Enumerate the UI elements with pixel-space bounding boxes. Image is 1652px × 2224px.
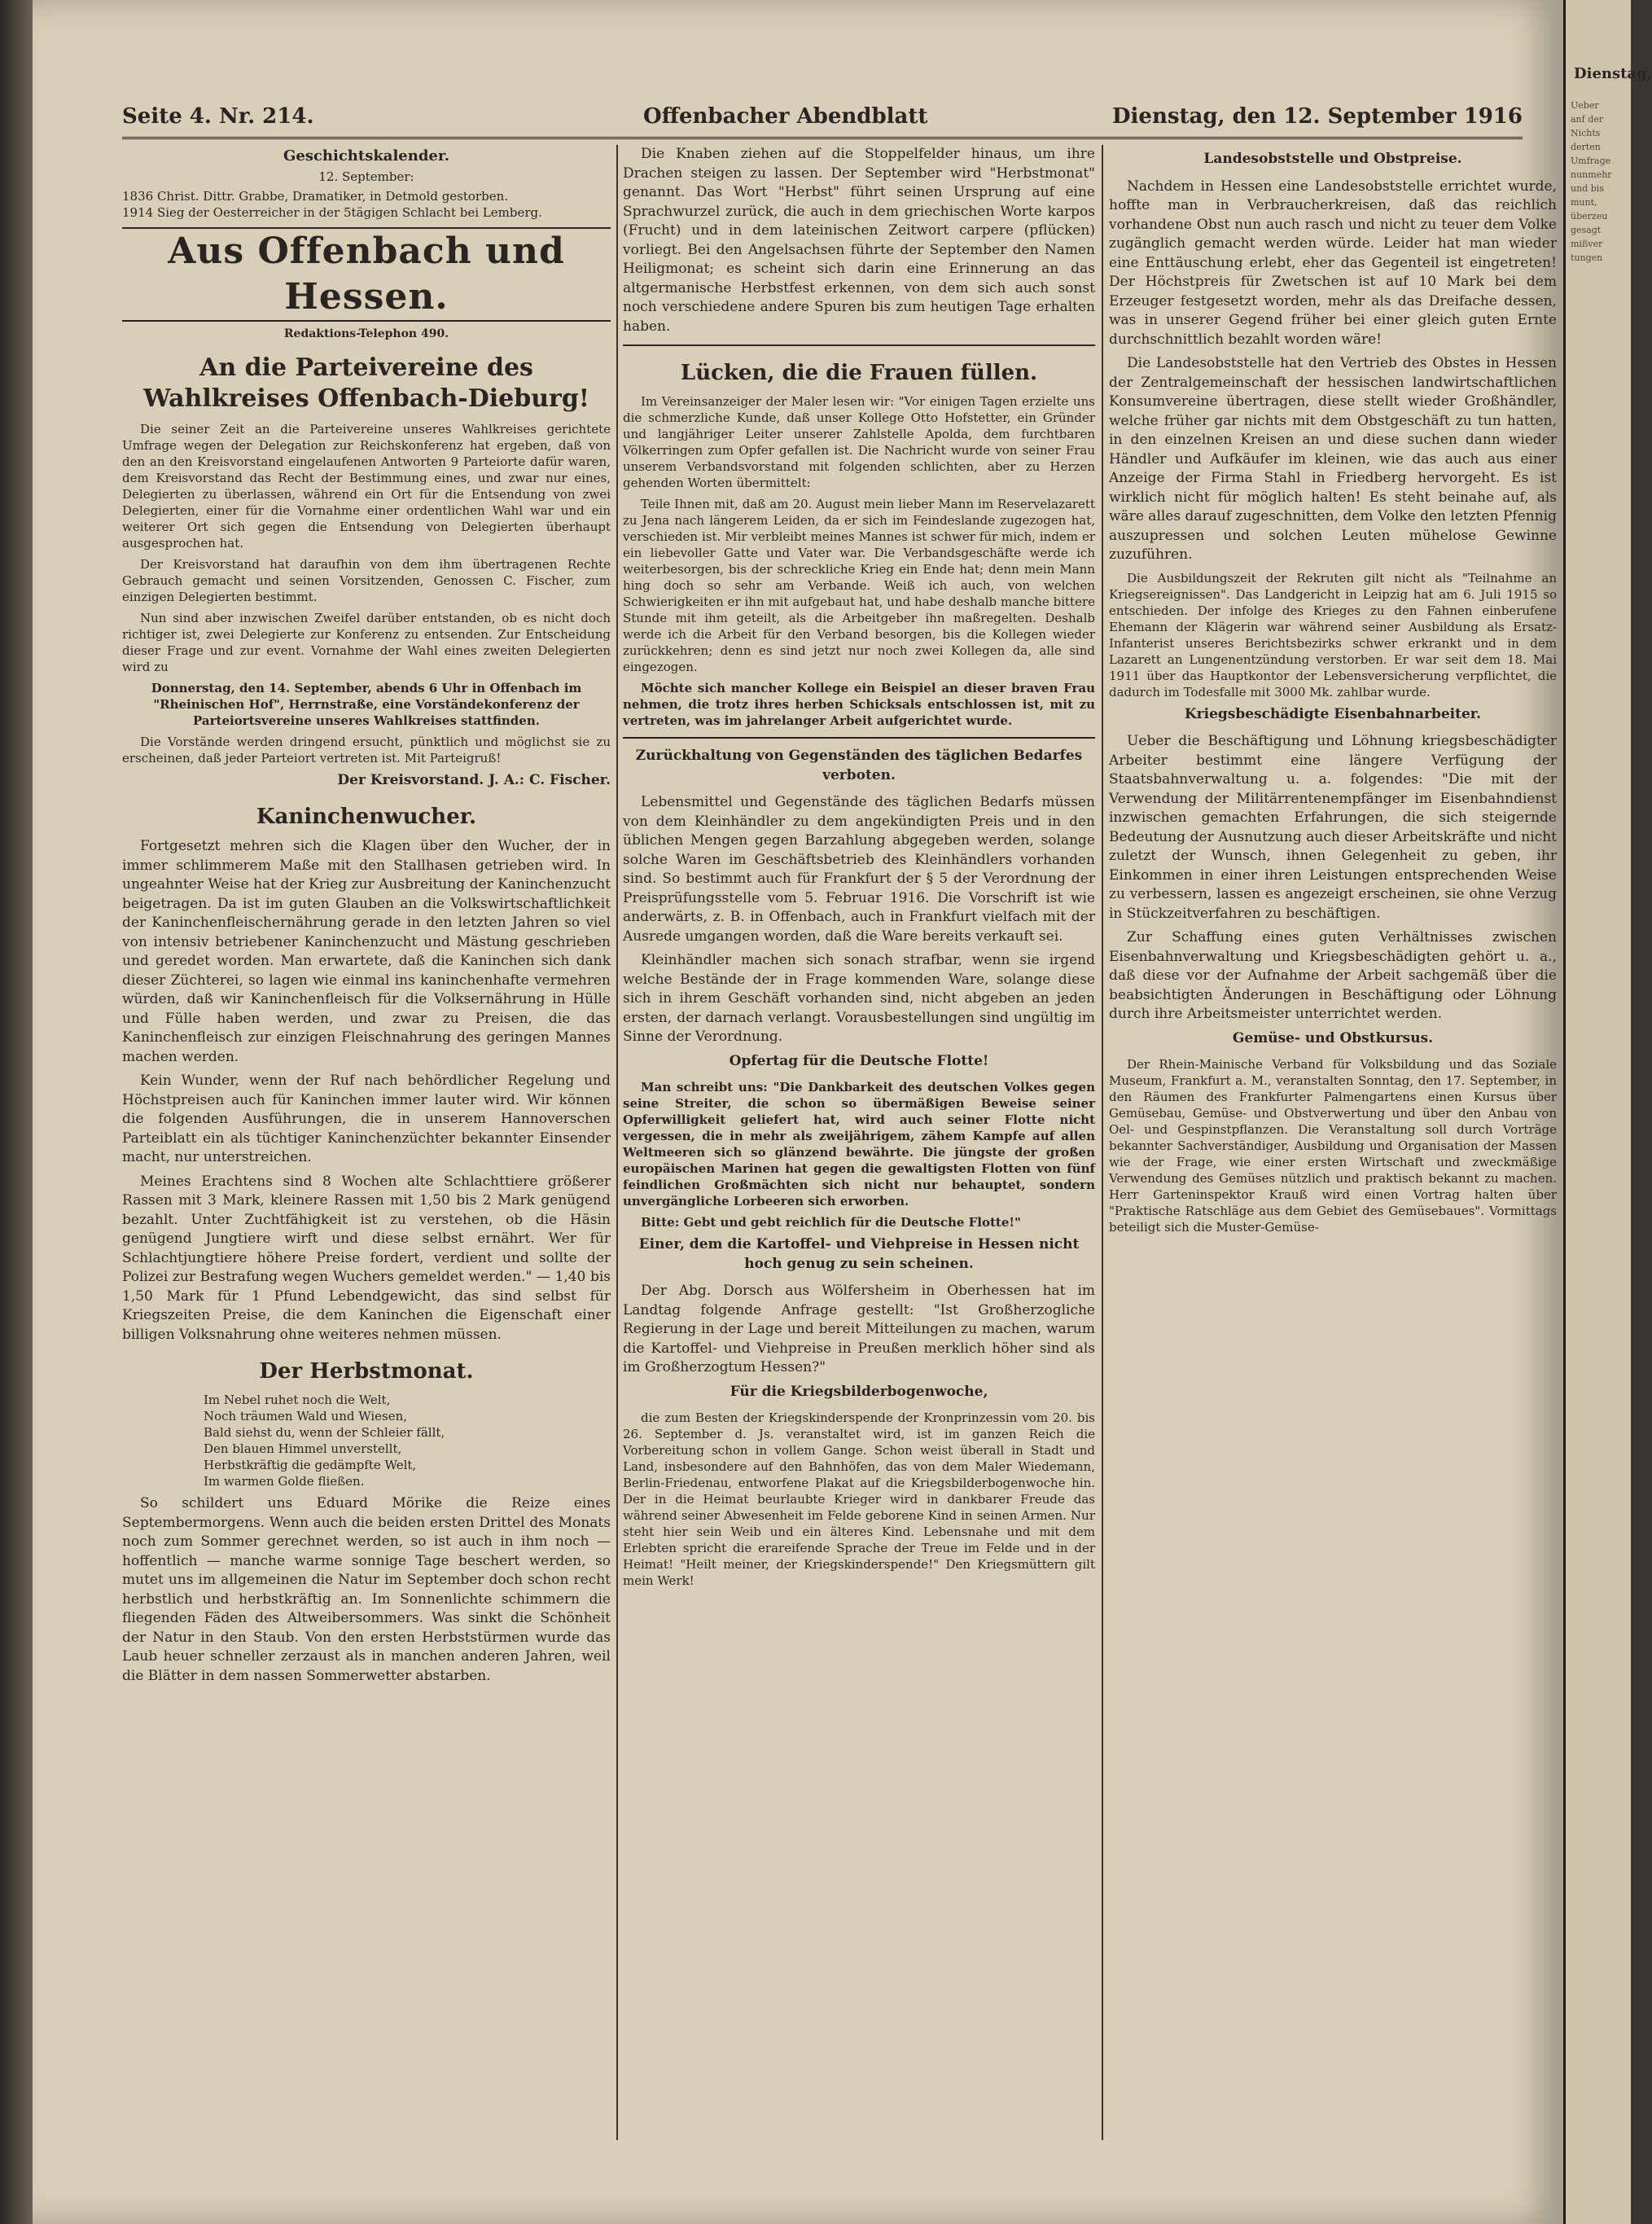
adjacent-page-edge [1563, 0, 1652, 2224]
adjacent-page-text: Ueber anf der Nichts derten Umfrage nunmehr und bis munt, überzeu gesagt mißver tungen [1571, 100, 1612, 263]
article-paragraph: Lebensmittel und Gegenstände des täglichen Bedarfs müssen von dem Kleinhändler zu dem angekündigten Preis und in den üblichen Mengen gegen Barzahlung abgegeben werden, solange solche Waren im Geschäftsbetrieb des Kleinhändlers vorhanden sind. So bestimmt auch für Frankfurt der § 5 der Verordnung der Preisprüfungsstelle vom 5. Februar 1916. Die Vorschrift ist wie anderwärts, z. B. in Offenbach, auch in Frankfurt vielfach mit der Ausrede umgangen worden, daß die Ware bereits verkauft sei. [623, 794, 1095, 945]
article-paragraph: Möchte sich mancher Kollege ein Beispiel an dieser braven Frau nehmen, die trotz ihres herben Schicksals entschlossen ist, mit zu vertreten, was im jahrelanger Arbeit aufgerichtet wurde. [623, 681, 1095, 728]
issue-date: Dienstag, den 12. September 1916 [1111, 104, 1523, 129]
article-title: An die Parteivereine des Wahlkreises Offenbach-Dieburg! [143, 353, 589, 413]
article-title: Landesobststelle und Obstpreise. [1203, 151, 1462, 167]
article-paragraph: Meines Erachtens sind 8 Wochen alte Schlachttiere größerer Rassen mit 3 Mark, kleinere Rassen mit 1,50 bis 2 Mark genügend bezahlt. Unter Zuchtfähigkeit ist zu verstehen, ob die Häsin genügend Jungtiere wirft und diese selbst ernährt. Wer für Schlachtjungtiere höhere Preise fordert, verdient und sollte der Polizei zur Bestrafung wegen Wuchers gemeldet werden." — 1,40 bis 1,50 Mark für 1 Pfund Lebendgewicht, das sind selbst für Kriegszeiten Preise, die dem Kaninchen die Eigenschaft einer billigen Volksnahrung ohne weiteres nehmen müssen. [122, 1173, 611, 1343]
adjacent-page-title: Dienstag, [1574, 65, 1652, 82]
article-paragraph: Kleinhändler machen sich sonach strafbar, wenn sie irgend welche Bestände der in Frage kommenden Ware, solange diese sich in ihrem Geschäft vorhanden sind, nicht abgeben an jeden ersten, der darnach verlangt. Vorausbestellungen sind ungültig im Sinne der Verordnung. [623, 952, 1095, 1045]
article-paragraph: Der Abg. Dorsch aus Wölfersheim in Oberhessen hat im Landtag folgende Anfrage gestellt: "Ist Großherzogliche Regierung in der Lage und bereit Mitteilungen zu machen, warum die Kartoffel- und Viehpreise in Preußen merklich höher sind als im Großherzogtum Hessen?" [623, 1283, 1095, 1375]
column-3 [1109, 145, 1557, 2181]
signature: Der Kreisvorstand. J. A.: C. Fischer. [337, 771, 611, 788]
article-paragraph: Der Kreisvorstand hat daraufhin von dem ihm übertragenen Rechte Gebrauch gemacht und seinen Vorsitzenden, Genossen C. Fischer, zum einzigen Delegierten bestimmt. [122, 556, 611, 604]
article-title: Lücken, die die Frauen füllen. [680, 361, 1038, 385]
poem: Im Nebel ruhet noch die Welt, Noch träumen Wald und Wiesen, Bald siehst du, wenn der Schleier fällt, Den blauen Himmel unverstellt, Herbstkräftig die gedämpfte Welt, Im warmen Golde fließen. [204, 1393, 445, 1489]
article-paragraph: Fortgesetzt mehren sich die Klagen über den Wucher, der in immer schlimmerem Maße mit den Stallhasen getrieben wird. In ungeahnter Weise hat der Krieg zur Ausbreitung der Kaninchenzucht beigetragen. Da ist im guten Glauben an die Volkswirtschaftlichkeit der Kaninchenfleischernährung gerade in den letzten Jahren so viel von intensiv betriebener Kaninchenzucht und Mästung geschrieben und geredet worden. Man erwartete, daß die Kaninchen sich dank dieser Züchterei, so lagen wie einmal ins kaninchenhafte vermehren würden, daß wir Kaninchenfleisch für die Volksernährung in Hülle und Fülle haben werden, und zwar zu Preisen, die das Kaninchenfleisch zur einzigen Fleischnahrung des geringen Mannes machen werden. [122, 838, 611, 1065]
article-paragraph: Die seiner Zeit an die Parteivereine unseres Wahlkreises gerichtete Umfrage wegen der Delegation zur Reichskonferenz hat ergeben, daß von den an den Kreisvorstand eingelaufenen Antworten 9 Parteiorte dafür waren, dem Kreisvorstand das Recht der Bestimmung eines, und zwar nur eines, Delegierten zu überlassen, während ein Ort für die Entsendung von zwei Delegierten, einer für die Vornahme einer ordentlichen Wahl war und ein weiterer Ort sich gegen die Entsendung von Delegierten überhaupt ausgesprochen hat. [122, 421, 611, 551]
page-number: Seite 4. Nr. 214. [122, 104, 314, 129]
divider [623, 737, 1095, 739]
column-rule [616, 145, 618, 2140]
article-title: Kriegsbeschädigte Eisenbahnarbeiter. [1184, 705, 1482, 722]
article-paragraph: Die Landesobststelle hat den Vertrieb des Obstes in Hessen der Zentralgemeinschaft der hessischen landwirtschaftlichen Konsumvereine übertragen, diese stellt wieder Großhändler, welche früher gar nichts mit dem Obstgeschäft zu tun hatten, in den einzelnen Kreisen an und diese suchen dann wieder Händler und Aufkäufer im kleinen, wie das auch aus einer Anzeige der Firma Stahl in Friedberg hervorgeht. Es ist wirklich nicht für möglich halten! Es steht beinahe auf, als wäre alles darauf zugeschnitten, dem Volke den letzten Pfennig auszupressen und solchen Leuten mühelose Gewinne zuzuführen. [1109, 355, 1557, 563]
article-title: Einer, dem die Kartoffel- und Viehpreise in Hessen nicht hoch genug zu sein scheinen. [638, 1236, 1080, 1272]
section-title: Aus Offenbach und Hessen. [122, 227, 611, 322]
column-2 [623, 145, 1095, 2181]
article-paragraph: Bitte: Gebt und gebt reichlich für die Deutsche Flotte!" [641, 1215, 1021, 1230]
article-title: Zurückhaltung von Gegenständen des täglichen Bedarfes verboten. [635, 748, 1083, 783]
article-paragraph: Zur Schaffung eines guten Verhältnisses zwischen Eisenbahnverwaltung und Kriegsbeschädigten gehört u. a., daß diese vor der Aufnahme der Arbeit sachgemäß über die beabsichtigten Änderungen in Beschäftigung oder Löhnung durch ihre Arbeitsmeister unterrichtet werden. [1109, 929, 1557, 1022]
article-paragraph: So schildert uns Eduard Mörike die Reize eines Septembermorgens. Wenn auch die beiden ersten Drittel des Monats noch zum Sommer gerechnet werden, so ist auch in ihm noch — hoffentlich — manche warme sonnige Tage beschert werden, so mutet uns im allgemeinen die Natur im September doch schon recht herbstlich und herbstkräftig an. Im Sonnenlichte schimmern die fliegenden Fäden des Altweibersommers. Was sinkt die Schönheit der Natur in den Staub. Von den ersten Herbststürmen wurde das Laub heuer schneller zerzaust als in manchen anderen Jahren, weil die Blätter in dem nassen Sommerwetter abstarben. [122, 1495, 611, 1684]
article-paragraph: Im Vereinsanzeiger der Maler lesen wir: "Vor einigen Tagen erzielte uns die schmerzliche Kunde, daß unser Kollege Otto Hofstetter, ein Gründer und langjähriger Leiter unserer Zahlstelle Apolda, dem furchtbaren Völkerringen zum Opfer gefallen ist. Die Nachricht wurde von seiner Frau unserem Verbandsvorstand mit folgenden schlichten, aber zu Herzen gehenden Worten übermittelt: [623, 394, 1095, 490]
article-paragraph: Kein Wunder, wenn der Ruf nach behördlicher Regelung und Höchstpreisen auch für Kaninchen immer lauter wird. Wir können die folgenden Ausführungen, die in unserem Hannoverschen Parteiblatt ein als tüchtiger Kaninchenzüchter bekannter Einsender macht, nur unterstreichen. [122, 1073, 611, 1165]
article-title: Für die Kriegsbilderbogenwoche, [730, 1383, 988, 1400]
article-title: Opfertag für die Deutsche Flotte! [729, 1052, 989, 1069]
calendar-date: 12. September: [318, 169, 414, 184]
column-1 [122, 145, 611, 2181]
article-title: Kaninchenwucher. [256, 805, 477, 829]
article-title: Gemüse- und Obstkursus. [1232, 1029, 1434, 1046]
article-paragraph: Nachdem in Hessen eine Landesobststelle errichtet wurde, hoffte man in Verbraucherkreisen, daß das reichlich vorhandene Obst nun auch rasch und nicht zu teuer dem Volke zugänglich gemacht werden würde. Leider hat man wieder eine Enttäuschung erlebt, eher das Gegenteil ist eingetreten! Der Höchstpreis für Zwetschen ist auf 10 Mark bei dem Erzeuger festgesetzt worden, mehr als das Dreifache dessen, was in unserer Gegend früher bei einer gleich guten Ernte durchschnittlich bezahlt worden wäre! [1109, 178, 1557, 348]
article-paragraph: Die Vorstände werden dringend ersucht, pünktlich und möglichst sie zu erscheinen, daß jeder Parteiort vertreten ist. Mit Parteigruß! [122, 734, 611, 765]
article-title: Der Herbstmonat. [259, 1359, 474, 1384]
newspaper-title: Offenbacher Abendblatt [643, 104, 928, 129]
article-paragraph: Ueber die Beschäftigung und Löhnung kriegsbeschädigter Arbeiter bestimmt eine längere Verfügung der Staatsbahnverwaltung u. a. folgendes: "Die mit der Verwendung der Militärrentenempfänger im Eisenbahndienst inzwischen gemachten Erfahrungen, die sich steigernde Bedeutung der Ausnutzung auch dieser Arbeitskräfte und nicht zuletzt der Wunsch, ihnen Gelegenheit zu geben, ihr Einkommen in einer ihren Leistungen entsprechenden Weise zu verbessern, lassen es angezeigt erscheinen, sie ohne Verzug in Stückzeitverfahren zu beschäftigen. [1109, 733, 1557, 922]
page-header [122, 104, 1523, 139]
article-paragraph: Nun sind aber inzwischen Zweifel darüber entstanden, ob es nicht doch richtiger ist, zwei Delegierte zur Konferenz zu entsenden. Zur Entscheidung dieser Frage und zur event. Vornahme der Wahl eines zweiten Delegierten wird zu [122, 610, 611, 674]
calendar-entry: 1914 Sieg der Oesterreicher in der 5tägigen Schlacht bei Lemberg. [122, 205, 542, 220]
article-paragraph: Die Knaben ziehen auf die Stoppelfelder hinaus, um ihre Drachen steigen zu lassen. Der September wird "Herbstmonat" genannt. Das Wort "Herbst" führt seinen Ursprung auf eine Sprachwurzel zurück, die auch in dem griechischen Worte karpos (Frucht) und in dem lateinischen Zeitwort carpere (pflücken) vorliegt. Bei den Angelsachsen führte der September den Namen Heiligmonat; es scheint sich darin eine Erinnerung an das altgermanische Herbstfest erkennen, von dem sich auch sonst noch verschiedene andere Spuren bis zum heutigen Tage erhalten haben. [623, 146, 1095, 335]
article-paragraph: die zum Besten der Kriegskinderspende der Kronprinzessin vom 20. bis 26. September d. Js. veranstaltet wird, ist im ganzen Reich die Vorbereitung schon in vollem Gange. Schon weist überall in Stadt und Land, insbesondere auf den Bahnhöfen, das von dem Maler Wiedemann, Berlin-Friedenau, entworfene Plakat auf die Kriegsbilderbogenwoche hin. Der in die Heimat beurlaubte Krieger wird in dankbarer Freude das während seiner Abwesenheit im Felde geborene Kind in seinen Armen. Nur steht hier sein Weib und ein älteres Kind. Lebensnahe und mit dem Erlebten spricht die erareifende Sprache der Treue im Felde und in der Heimat! "Heilt meiner, der Kriegskinderspende!" Den Kriegsmüttern gilt mein Werk! [623, 1410, 1095, 1588]
article-paragraph: Man schreibt uns: "Die Dankbarkeit des deutschen Volkes gegen seine Streiter, die schon so übermäßigen Beweise seiner Opferwilligkeit geliefert hat, wird auch seiner Flotte nicht vergessen, die in mehr als zweijährigem, zähem Kampfe auf allen Weltmeeren sich so glänzend bewährte. Die jüngste der großen europäischen Marinen hat gegen die gewaltigsten Flotten von fünf feindlichen Großmächten sich nicht nur behauptet, sondern unvergängliche Lorbeeren sich erworben. [623, 1080, 1095, 1209]
book-binding [0, 0, 33, 2224]
divider [623, 344, 1095, 346]
article-paragraph: Teile Ihnen mit, daß am 20. August mein lieber Mann im Reservelazarett zu Jena nach längerem Leiden, da er sich im Feindeslande zugezogen hat, verschieden ist. Mir verbleibt meines Mannes ist schwer für mich, indem er ein liebevoller Gatte und Vater war. Die Verbandsgeschäfte werde ich weiterbesorgen, bis der schreckliche Krieg ein Ende hat; denn mein Mann hing doch so sehr am Verbande. Weiß ich auch, von welchen Schwierigkeiten er ihn mit aufgebaut hat, und habe deshalb manche bittere Stunde mit ihm geteilt, als die Arbeitgeber ihn maßregelten. Deshalb werde ich die Arbeit für den Verband besorgen, bis die Kollegen wieder zurückkehren; denn es sind jetzt nur noch zwei Kollegen da, alle sind eingezogen. [623, 497, 1095, 674]
calendar-entry: 1836 Christ. Dittr. Grabbe, Dramatiker, in Detmold gestorben. [122, 189, 509, 204]
article-paragraph: Die Ausbildungszeit der Rekruten gilt nicht als "Teilnahme an Kriegsereignissen". Das Landgericht in Leipzig hat am 6. Juli 1915 so entschieden. Der infolge des Krieges zu den Fahnen einberufene Ehemann der Klägerin war während seiner Ausbildung als Ersatz-Infanterist unseres Berichtsbezirks schwer erkrankt und in dem Lazarett an Lungenentzündung verstorben. Er war seit dem 18. Mai 1911 über das Hauptkontor der Lebensversicherung verpflichtet, die dadurch im Todesfalle mit 3000 Mk. zahlbar wurde. [1109, 570, 1557, 700]
calendar-title: Geschichtskalender. [283, 147, 449, 164]
column-rule [1102, 145, 1103, 2140]
meeting-notice: Donnerstag, den 14. September, abends 6 Uhr in Offenbach im "Rheinischen Hof", Herrnstraße, eine Vorständekonferenz der Parteiortsvereine unseres Wahlkreises stattfinden. [151, 680, 582, 728]
telephone-line: Redaktions-Telephon 490. [283, 327, 449, 340]
article-paragraph: Der Rhein-Mainische Verband für Volksbildung und das Soziale Museum, Frankfurt a. M., veranstalten Sonntag, den 17. September, in den Räumen des Frankfurter Palmengartens einen Kursus über Gemüsebau, Gemüse- und Obstverwertung und über den Anbau von Oel- und Gespinstpflanzen. Die Veranstaltung soll durch Vorträge bekannter Sachverständiger, Ausbildung und Organisation der Massen wie der Frage, wie einer ersten Wirtschaft und zweckmäßige Verwendung des Gemüses nützlich und praktisch bekannt zu machen. Herr Garteninspektor Krauß wird einen Vortrag halten über "Praktische Ratschläge aus dem Gebiet des Gemüsebaues". Vormittags beteiligt sich die Muster-Gemüse- [1109, 1057, 1557, 1235]
